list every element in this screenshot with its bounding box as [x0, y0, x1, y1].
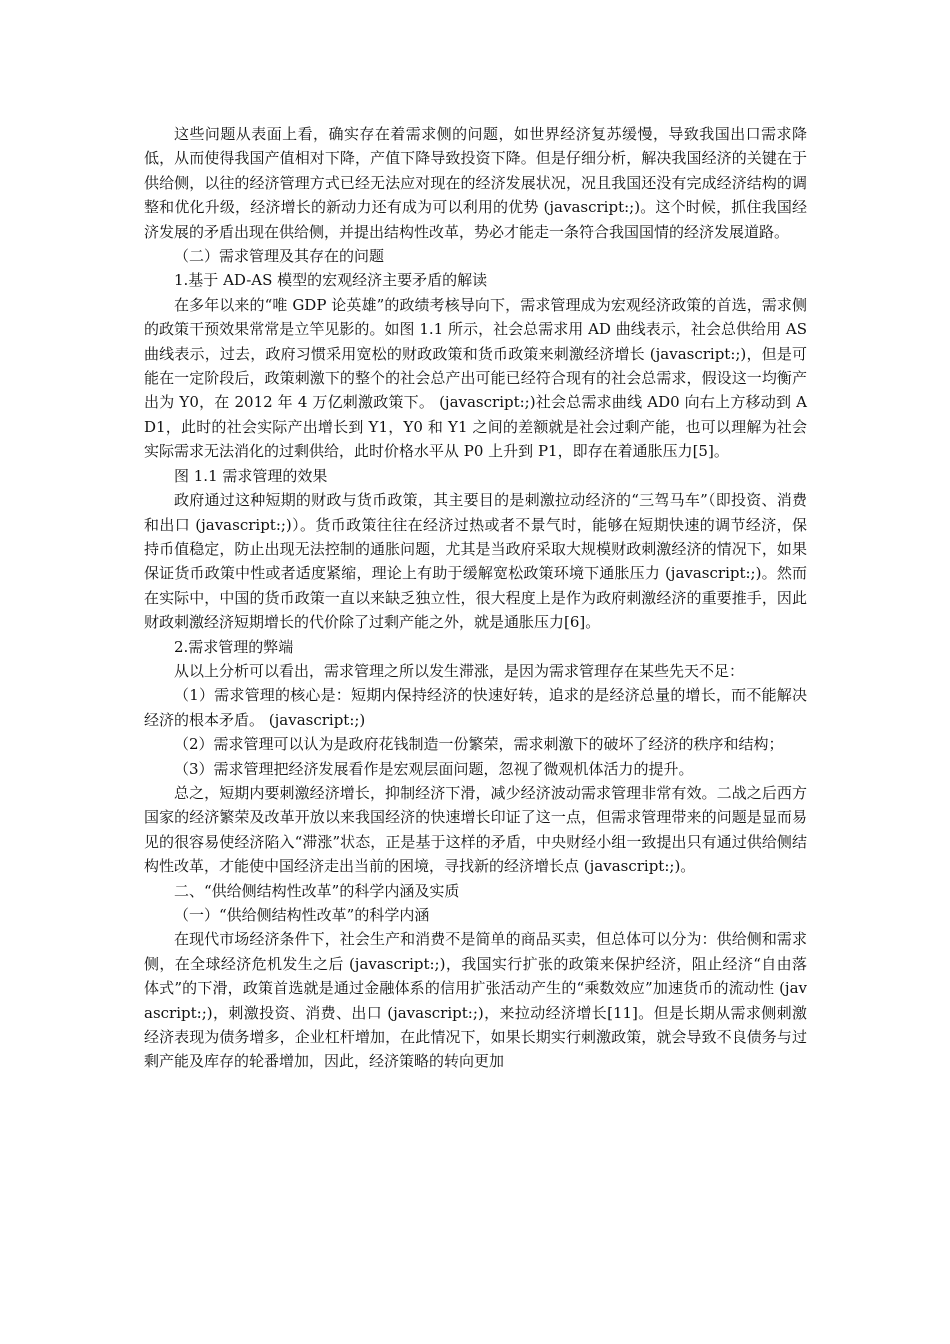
subheading-ad-as-model: 1.基于 AD-AS 模型的宏观经济主要矛盾的解读 — [174, 271, 488, 290]
paragraph-supply-side-analysis: 这些问题从表面上看，确实存在着需求侧的问题，如世界经济复苏缓慢，导致我国出口需求降低，从而使得我国产值相对下降，产值下降导致投资下降。但是仔细分析，解决我国经济的关键在于供给侧，以往的经济管理方式已经无法应对现在的经济发展状况，况且我国还没有完成经济结构的调整和优化升级，经济增长的新动力还有成为可以利用的优势 (javascript:;)。这个时候，抓住我国经济发展的矛盾出现在供给侧，并提出结构性改革，势必才能走一条符合我国国情的经济发展道路。 — [144, 125, 807, 241]
list-item-drawback-1: （1）需求管理的核心是：短期内保持经济的快速好转，追求的是经济总量的增长，而不能解决经济的根本矛盾。 (javascript:;) — [144, 686, 807, 729]
paragraph-drawbacks-intro: 从以上分析可以看出，需求管理之所以发生滞涨，是因为需求管理存在某些先天不足： — [174, 661, 745, 680]
paragraph-summary: 总之，短期内要刺激经济增长，抑制经济下滑，减少经济波动需求管理非常有效。二战之后西方国家的经济繁荣及改革开放以来我国经济的快速增长印证了这一点，但需求管理带来的问题是显而易见的很容易使经济陷入“滞涨”状态，正是基于这样的矛盾，中央财经小组一致提出只有通过供给侧结构性改革，才能使中国经济走出当前的困境，寻找新的经济增长点 (javascript:;)。 — [144, 783, 807, 876]
figure-caption: 图 1.1 需求管理的效果 — [174, 466, 328, 485]
section-heading-demand-management: （二）需求管理及其存在的问题 — [174, 247, 385, 266]
document-body — [144, 122, 807, 1074]
list-item-drawback-2: （2）需求管理可以认为是政府花钱制造一份繁荣，需求刺激下的破坏了经济的秩序和结构； — [174, 735, 784, 754]
paragraph-market-economy: 在现代市场经济条件下，社会生产和消费不是简单的商品买卖，但总体可以分为：供给侧和需求侧，在全球经济危机发生之后 (javascript:;)，我国实行扩张的政策来保护经济，阻止经济“自由落体式”的下滑，政策首选就是通过金融体系的信用扩张活动产生的“乘数效应”加速货币的流动性 (javascript:;)，刺激投资、消费、出口 (javascript:;)，来拉动经济增长[11]。但是长期从需求侧刺激经济表现为债务增多，企业杠杆增加，在此情况下，如果长期实行刺激政策，就会导致不良债务与过剩产能及库存的轮番增加，因此，经济策略的转向更加 — [144, 930, 807, 1071]
subheading-demand-management-drawbacks: 2.需求管理的弊端 — [174, 637, 294, 656]
section-heading-supply-side-reform: 二、“供给侧结构性改革”的科学内涵及实质 — [174, 881, 460, 900]
paragraph-ad-as-explanation: 在多年以来的“唯 GDP 论英雄”的政绩考核导向下，需求管理成为宏观经济政策的首选，需求侧的政策干预效果常常是立竿见影的。如图 1.1 所示，社会总需求用 AD 曲线表示，社会总供给用 AS 曲线表示，过去，政府习惯采用宽松的财政政策和货币政策来刺激经济增长 (javascript:;)，但是可能在一定阶段后，政策刺激下的整个的社会总产出可能已经符合现有的社会总需求，假设这一均衡产出为 Y0，在 2012 年 4 万亿刺激政策下。 (javascript:;)社会总需求曲线 AD0 向右上方移动到 AD1，此时的社会实际产出增长到 Y1，Y0 和 Y1 之间的差额就是社会过剩产能，也可以理解为社会实际需求无法消化的过剩供给，此时价格水平从 P0 上升到 P1，即存在着通胀压力[5]。 — [144, 295, 807, 461]
list-item-drawback-3: （3）需求管理把经济发展看作是宏观层面问题，忽视了微观机体活力的提升。 — [174, 759, 694, 778]
subheading-scientific-connotation: （一）“供给侧结构性改革”的科学内涵 — [174, 906, 430, 924]
paragraph-monetary-policy: 政府通过这种短期的财政与货币政策，其主要目的是刺激拉动经济的“三驾马车”（即投资、消费和出口 (javascript:;)）。货币政策往往在经济过热或者不景气时，能够在短期快速的调节经济，保持币值稳定，防止出现无法控制的通胀问题，尤其是当政府采取大规模财政刺激经济的情况下，如果保证货币政策中性或者适度紧缩，理论上有助于缓解宽松政策环境下通胀压力 (javascript:;)。然而在实际中，中国的货币政策一直以来缺乏独立性，很大程度上是作为政府刺激经济的重要推手，因此财政刺激经济短期增长的代价除了过剩产能之外，就是通胀压力[6]。 — [144, 491, 807, 632]
